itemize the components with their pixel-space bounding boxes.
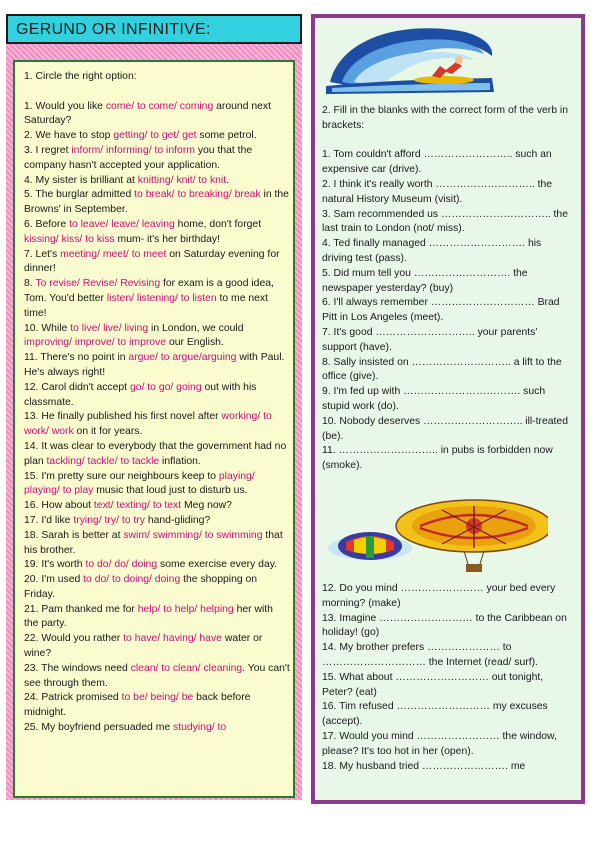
answer-options[interactable]: tackling/ tackle/ to tackle <box>46 455 160 467</box>
sentence-text: home, don't forget <box>174 218 262 230</box>
sentence-text: 18. Sarah is better at <box>24 529 124 541</box>
sentence-text: 8. <box>24 278 36 290</box>
surfer-wave-illustration <box>322 20 497 98</box>
sentence-text: 17. I'd like <box>24 514 74 526</box>
exercise-2-item: 3. Sam recommended us ………………………….. the last train to London (not/ miss). <box>322 208 568 235</box>
answer-options[interactable]: to live/ live/ living <box>70 322 149 334</box>
answer-options[interactable]: To revise/ Revise/ Revising <box>35 278 161 290</box>
sentence-text: you that the company hasn't accepted your application. <box>24 144 253 171</box>
answer-options[interactable]: clean/ to clean/ cleaning <box>130 662 243 674</box>
exercise-2-item: 1. Tom couldn't afford …………………….. such an expensive car (drive). <box>322 149 552 176</box>
sentence-text: 6. Before <box>24 218 70 230</box>
exercise-2-upper <box>322 104 574 474</box>
answer-options[interactable]: meeting/ meet/ to meet <box>60 248 167 260</box>
sentence-text: 19. It's worth <box>24 559 86 571</box>
answer-options[interactable]: working/ to work/ work <box>24 411 272 438</box>
exercise-2-item: 4. Ted finally managed ………………………. his driving test (pass). <box>322 238 542 264</box>
answer-options[interactable]: swim/ swimming/ to swimming <box>123 529 263 541</box>
sentence-text: Meg now? <box>181 500 232 512</box>
answer-options[interactable]: inform/ informing/ to inform <box>71 144 195 156</box>
spacer <box>24 85 290 100</box>
sentence-text: our English. <box>166 337 224 349</box>
sentence-text: 22. Would you rather <box>24 633 124 645</box>
answer-options[interactable]: improving/ improve/ to improve <box>24 337 167 349</box>
sentence-text: that his brother. <box>24 529 283 556</box>
spacer <box>322 134 574 149</box>
sentence-text: 25. My boyfriend persuaded me <box>24 722 174 734</box>
exercise-2-heading: 2. Fill in the blanks with the correct form of the verb in brackets: <box>322 105 569 131</box>
sentence-text: for exam is a good idea, Tom. You'd better <box>24 278 274 304</box>
answer-options[interactable]: kissing/ kiss/ to kiss <box>24 233 115 245</box>
sentence-text: around next Saturday? <box>24 100 272 127</box>
sentence-text: . <box>226 174 230 186</box>
exercise-2-item: 2. I think it's really worth ……………………….. the natural History Museum (visit). <box>322 178 553 205</box>
exercise-2-item: 13. Imagine ……………………… to the Caribbean on holiday! (go) <box>322 612 567 639</box>
exercise-1-item <box>24 499 290 514</box>
exercise-2-item: 10. Nobody deserves ……………………….. ill-treated (be). <box>322 415 568 442</box>
exercise-1-item <box>24 440 290 470</box>
sentence-text: 15. I'm pretty sure our neighbours keep to <box>24 470 219 482</box>
answer-options[interactable]: to do/ to doing/ doing <box>83 574 181 586</box>
sentence-text: 4. My sister is brilliant at <box>24 174 138 186</box>
exercise-1-item <box>24 174 290 189</box>
sentence-text: in the Browns' in September. <box>24 189 289 216</box>
sentence-text: 12. Carol didn't accept <box>24 381 130 393</box>
exercise-1-item <box>24 277 290 321</box>
sentence-text: 10. While <box>24 322 71 334</box>
answer-options[interactable]: listen/ listening/ to listen <box>106 292 217 304</box>
exercise-2-item: 14. My brother prefers ………………… to ………………………… the Internet (read/ surf). <box>322 642 538 668</box>
exercise-1-item <box>24 248 290 278</box>
sentence-text: 11. There's no point in <box>24 352 129 364</box>
exercise-1-item <box>24 721 290 736</box>
sentence-text: 2. We have to stop <box>24 130 114 142</box>
answer-options[interactable]: playing/ playing/ to play <box>24 470 255 497</box>
sentence-text: 13. He finally published his first novel after <box>24 411 222 423</box>
exercise-1-item <box>24 351 290 381</box>
answer-options[interactable]: help/ to help/ helping <box>137 603 234 615</box>
exercise-2-items-upper <box>322 148 574 474</box>
answer-options[interactable]: to be/ being/ be <box>121 692 194 704</box>
exercise-2-item: 17. Would you mind …………………… the window, please? It's too hot in her (open). <box>322 730 557 757</box>
sentence-text: water or wine? <box>24 633 263 660</box>
sentence-text: 16. How about <box>24 500 94 512</box>
exercise-1-item <box>24 100 290 130</box>
exercise-1-item <box>24 558 290 573</box>
exercise-1-item <box>24 381 290 411</box>
exercise-1-item <box>24 632 290 662</box>
sentence-text: out with his classmate. <box>24 381 257 408</box>
exercise-1-item <box>24 529 290 559</box>
sentence-text: 7. Let's <box>24 248 61 260</box>
sentence-text: back before midnight. <box>24 692 251 719</box>
sentence-text: inflation. <box>159 455 201 467</box>
exercise-2-item: 7. It's good ……………………….. your parents' support (have). <box>322 326 538 353</box>
exercise-1-item <box>24 603 290 633</box>
sentence-text: some petrol. <box>196 130 257 142</box>
exercise-1-item <box>24 218 290 248</box>
sentence-text: 1. Would you like <box>24 100 106 112</box>
sentence-text: with Paul. He's always right! <box>24 352 285 378</box>
answer-options[interactable]: knitting/ knit/ to knit <box>137 174 227 186</box>
sentence-text: some exercise every day. <box>157 559 278 571</box>
answer-options[interactable]: to break/ to breaking/ break <box>134 189 261 201</box>
title-banner <box>6 14 302 44</box>
sentence-text: 24. Patrick promised <box>24 692 122 704</box>
exercise-1-box <box>13 60 295 798</box>
page-title: GERUND OR INFINITIVE: <box>16 21 211 38</box>
exercise-1-item <box>24 514 290 529</box>
exercise-2-item: 15. What about ……………………… out tonight, Peter? (eat) <box>322 671 544 698</box>
exercise-1-item <box>24 691 290 721</box>
exercise-1-item <box>24 322 290 352</box>
answer-options[interactable]: to do/ do/ doing <box>85 559 158 571</box>
sentence-text: mum- it's her birthday! <box>114 233 220 245</box>
exercise-2-items-lower <box>322 582 574 774</box>
exercise-1-item <box>24 144 290 174</box>
exercise-2-item: 5. Did mum tell you ………………………. the newspaper yesterday? (buy) <box>322 267 528 294</box>
exercise-1-item <box>24 129 290 144</box>
answer-options[interactable]: come/ to come/ coming <box>105 100 214 112</box>
exercise-2-item: 9. I'm fed up with ……………………………. such stupid work (do). <box>322 386 546 412</box>
sentence-text: the shopping on Friday. <box>24 574 258 600</box>
sentence-text: 5. The burglar admitted <box>24 189 135 201</box>
sentence-text: on Saturday evening for dinner! <box>24 248 280 275</box>
sentence-text: 14. It was clear to everybody that the government had no plan <box>24 440 287 467</box>
hot-air-balloons-illustration <box>324 496 548 574</box>
exercise-2-item: 8. Sally insisted on ……………………….. a lift to the office (give). <box>322 356 562 383</box>
answer-options[interactable]: to leave/ leave/ leaving <box>69 218 175 230</box>
answer-options[interactable]: to have/ having/ have <box>123 633 222 645</box>
sentence-text: 3. I regret <box>24 144 72 156</box>
sentence-text: 23. The windows need <box>24 662 131 674</box>
sentence-text: hand-gliding? <box>144 514 211 526</box>
exercise-2-item: 18. My husband tried ……………………. me <box>322 760 526 772</box>
sentence-text: in London, we could <box>148 322 244 334</box>
answer-options[interactable]: trying/ try/ to try <box>73 514 145 526</box>
exercise-1-item <box>24 662 290 692</box>
sentence-text: 20. I'm used <box>24 574 84 586</box>
sentence-text: on it for years. <box>73 426 143 438</box>
sentence-text: her with the party. <box>24 603 273 630</box>
exercise-1-item <box>24 470 290 500</box>
exercise-2-item: 11. ……………………….. in pubs is forbidden now (smoke). <box>322 445 553 472</box>
exercise-1-item <box>24 410 290 440</box>
exercise-1-heading: 1. Circle the right option: <box>24 71 137 82</box>
exercise-1-item <box>24 188 290 218</box>
answer-options[interactable]: argue/ to argue/arguing <box>128 352 237 364</box>
exercise-2-item: 6. I'll always remember ………………………… Brad Pitt in Los Angeles (meet). <box>322 297 560 324</box>
sentence-text: . You can't see through them. <box>24 662 290 689</box>
exercise-1-text <box>24 70 290 736</box>
sentence-text: 21. Pam thanked me for <box>24 603 138 615</box>
sentence-text: to me next time! <box>24 292 269 319</box>
exercise-2-item: 12. Do you mind …………………… your bed every morning? (make) <box>322 583 556 609</box>
sentence-text: music that loud just to disturb us. <box>93 485 248 497</box>
exercise-1-item <box>24 573 290 603</box>
answer-options[interactable]: go/ to go/ going <box>129 381 202 393</box>
exercise-2-item: 16. Tim refused ……………………… my excuses (accept). <box>322 701 548 728</box>
answer-options[interactable]: text/ texting/ to text <box>93 500 182 512</box>
answer-options[interactable]: studying/ to <box>173 722 227 734</box>
answer-options[interactable]: getting/ to get/ get <box>113 130 197 142</box>
